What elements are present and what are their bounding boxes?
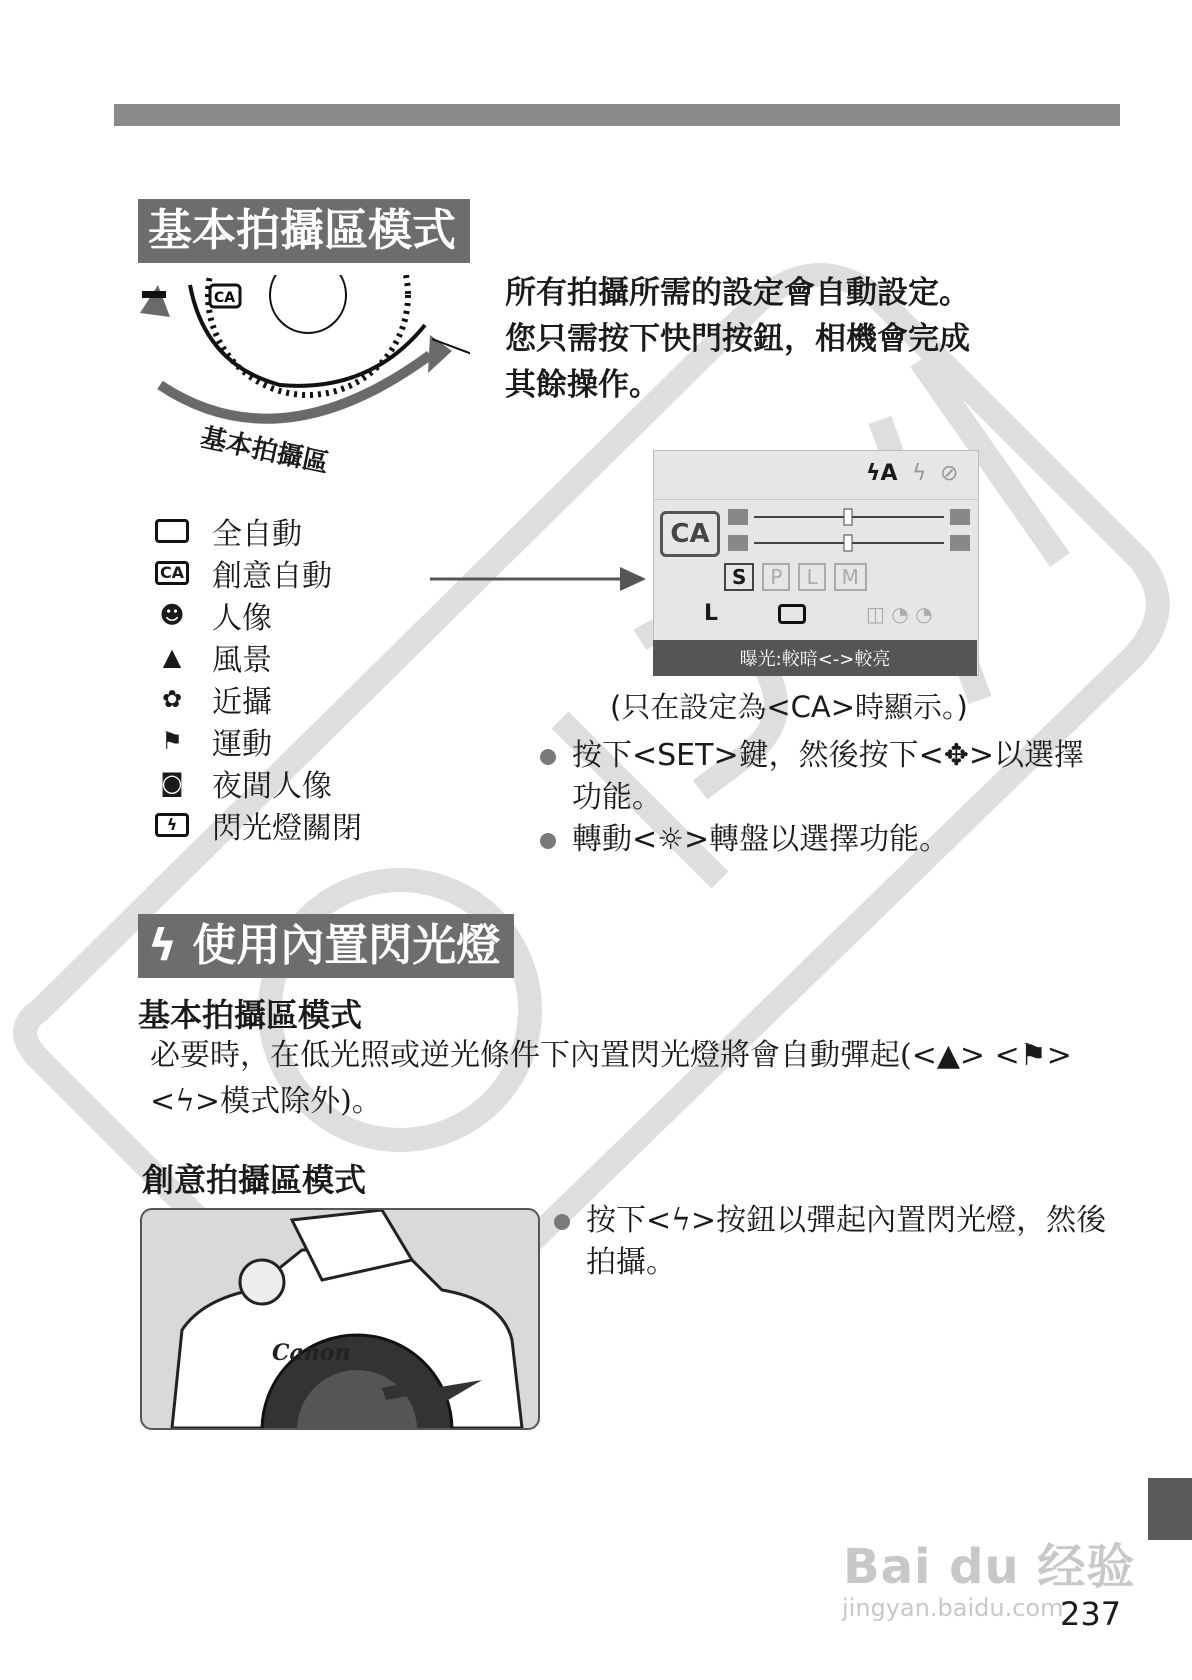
list-item bbox=[152, 678, 362, 720]
lcd-bottom-row bbox=[704, 601, 933, 626]
lcd-status-bar: 曝光:較暗<->較亮 bbox=[653, 640, 977, 676]
list-item bbox=[152, 510, 362, 552]
flash-icon: ϟ bbox=[148, 920, 193, 971]
lcd-mode-badge: CA bbox=[660, 511, 720, 557]
svg-text:CA: CA bbox=[214, 290, 236, 306]
lcd-sliders bbox=[724, 503, 974, 559]
list-item: 按下<SET>鍵，然後按下<✥>以選擇功能。 bbox=[536, 735, 1096, 819]
section1-intro bbox=[505, 270, 970, 408]
intro-line-1: 所有拍攝所需的設定會自動設定。 bbox=[505, 275, 970, 311]
section-title-basic-zone: 基本拍攝區模式 bbox=[138, 199, 470, 263]
svg-text:Canon: Canon bbox=[272, 1340, 351, 1366]
mode-label: 創意自動 bbox=[212, 559, 332, 594]
single-shot-icon bbox=[778, 604, 806, 624]
baidu-watermark-url: jingyan.baidu.com bbox=[842, 1594, 1064, 1622]
mode-label: 閃光燈關閉 bbox=[212, 811, 362, 846]
mode-label: 運動 bbox=[212, 727, 272, 762]
night-portrait-icon: ◙ bbox=[160, 769, 184, 797]
section-title-builtin-flash bbox=[138, 914, 514, 978]
list-item bbox=[152, 762, 362, 804]
flash-basic-zone-text: 必要時，在低光照或逆光條件下內置閃光燈將會自動彈起(<▲> <⚑> <ϟ>模式除外)。 bbox=[150, 1038, 1072, 1119]
picture-style-portrait: P bbox=[762, 563, 790, 591]
picture-style-monochrome: M bbox=[834, 563, 867, 591]
mode-label: 風景 bbox=[212, 643, 272, 678]
portrait-icon: ☻ bbox=[159, 601, 185, 629]
dial-zone-label: 基本拍攝區 bbox=[197, 422, 332, 480]
mode-label: 近攝 bbox=[212, 685, 272, 720]
sports-icon: ⚑ bbox=[161, 727, 183, 755]
page-number: 237 bbox=[1060, 1595, 1122, 1633]
list-item bbox=[152, 720, 362, 762]
flash-off-icon: ⊘ bbox=[940, 461, 959, 486]
drive-mode-icons: ◫ ◔ ◔ bbox=[866, 601, 933, 626]
baidu-watermark-logo: Bai du 经验 bbox=[843, 1539, 1136, 1595]
list-item bbox=[152, 594, 362, 636]
flash-auto-icon: ϟA bbox=[866, 461, 898, 486]
lcd-top-row bbox=[654, 451, 978, 500]
flash-on-icon: ϟ bbox=[912, 461, 927, 486]
section1-bullets bbox=[536, 735, 1096, 861]
mode-label: 夜間人像 bbox=[212, 769, 332, 804]
flash-off-icon: ϟ bbox=[152, 810, 192, 840]
mode-label: 全自動 bbox=[212, 517, 302, 552]
intro-line-3: 其餘操作。 bbox=[505, 367, 660, 403]
image-quality: L bbox=[704, 601, 719, 626]
mode-label: 人像 bbox=[212, 601, 272, 636]
list-item: 轉動<☼>轉盤以選擇功能。 bbox=[536, 819, 1096, 861]
picture-style-row bbox=[724, 563, 867, 591]
camera-flash-illustration bbox=[140, 1208, 540, 1430]
lcd-caption: (只在設定為<CA>時顯示。) bbox=[610, 690, 968, 724]
full-auto-icon bbox=[152, 516, 192, 546]
intro-line-2: 您只需按下快門按鈕，相機會完成 bbox=[505, 321, 970, 357]
picture-style-standard: S bbox=[724, 563, 754, 591]
list-item: 按下<ϟ>按鈕以彈起內置閃光燈，然後拍攝。 bbox=[550, 1200, 1110, 1284]
list-item bbox=[152, 804, 362, 846]
list-item bbox=[152, 636, 362, 678]
section2-bullets bbox=[550, 1200, 1110, 1284]
subheading-creative-zone: 創意拍攝區模式 bbox=[142, 1161, 367, 1199]
landscape-icon: ▲ bbox=[162, 643, 182, 671]
subheading-basic-zone: 基本拍攝區模式 bbox=[138, 996, 363, 1034]
creative-auto-icon: CA bbox=[152, 558, 192, 588]
camera-icon bbox=[142, 1210, 538, 1428]
page-tab bbox=[1148, 1478, 1192, 1540]
closeup-icon: ✿ bbox=[161, 685, 183, 713]
picture-style-landscape: L bbox=[798, 563, 825, 591]
arrow-to-lcd-icon bbox=[430, 565, 650, 593]
basic-mode-list bbox=[152, 510, 362, 846]
list-item bbox=[152, 552, 362, 594]
section-title-text: 使用內置閃光燈 bbox=[192, 920, 501, 971]
